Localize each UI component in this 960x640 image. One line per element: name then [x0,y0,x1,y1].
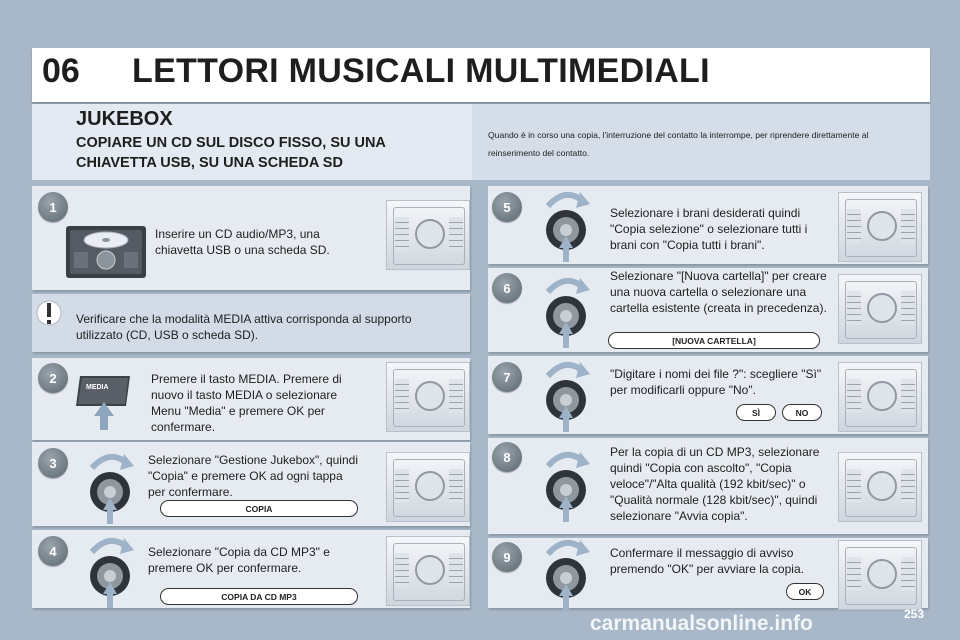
ok-option[interactable]: OK [786,583,824,600]
step-1-text: Inserire un CD audio/MP3, una chiavetta USB o una scheda SD. [155,227,330,257]
step-1-badge: 1 [38,192,68,222]
step-3-text: Selezionare "Gestione Jukebox", quindi "Copia" e premere OK ad ogni tappa per confermare. [148,453,358,499]
warning-icon [36,298,62,328]
radio-thumbnail [838,452,922,522]
dial-icon [540,532,592,612]
nuova-cartella-option[interactable]: [NUOVA CARTELLA] [608,332,820,349]
step-4-text: Selezionare "Copia da CD MP3" e premere OK per confermare. [148,545,330,575]
cd-slot-illustration [66,226,146,278]
step-5-text: Selezionare i brani desiderati quindi "Copia selezione" o selezionare tutti i brani con "Copia tutti i brani". [610,206,808,252]
warning-text: Verificare che la modalità MEDIA attiva corrisponda al supporto utilizzato (CD, USB o scheda SD). [76,312,412,342]
dial-icon [540,444,592,524]
dial-icon [540,270,592,350]
page-title: LETTORI MUSICALI MULTIMEDIALI [132,52,710,90]
dial-icon [540,354,592,434]
step-6-text: Selezionare "[Nuova cartella]" per creare una nuova cartella o selezionare una cartella esistente (creata in precedenza). [610,269,827,315]
copia-option[interactable]: COPIA [160,500,358,517]
radio-thumbnail [838,540,922,610]
step-7-text: "Digitare i nomi dei file ?": scegliere "Sì" per modificarli oppure "No". [610,367,822,397]
step-4-badge: 4 [38,536,68,566]
step-8-text: Per la copia di un CD MP3, selezionare quindi "Copia con ascolto", "Copia veloce"/"Alta qualità (192 kbit/sec)" o "Qualità normale (128 kbit/sec)", quindi selezionare "Avvia copia". [610,445,820,523]
step-3-badge: 3 [38,448,68,478]
dial-icon [84,446,136,526]
step-7-badge: 7 [492,362,522,392]
step-2-text: Premere il tasto MEDIA. Premere di nuovo il tasto MEDIA o selezionare Menu "Media" e premere OK per confermare. [151,372,342,434]
section-subheading: COPIARE UN CD SUL DISCO FISSO, SU UNA CHIAVETTA USB, SU UNA SCHEDA SD [76,135,386,171]
page-number: 253 [904,607,925,621]
step-8-badge: 8 [492,442,522,472]
si-option[interactable]: SÌ [736,404,776,421]
watermark: carmanualsonline.info [590,612,813,635]
radio-thumbnail [838,274,922,344]
radio-thumbnail [386,452,470,522]
step-9-text: Confermare il messaggio di avviso premendo "OK" per avviare la copia. [610,546,804,576]
step-6-badge: 6 [492,273,522,303]
copia-da-cd-mp3-option[interactable]: COPIA DA CD MP3 [160,588,358,605]
chapter-number: 06 [42,52,80,90]
radio-thumbnail [386,536,470,606]
section-heading: JUKEBOX [76,108,173,130]
radio-thumbnail [838,192,922,262]
intro-note: Quando è in corso una copia, l'interruzione del contatto la interrompe, per riprendere direttamente al reinserimento del contatto. [488,130,869,158]
media-button[interactable] [74,372,134,412]
media-button-label: MEDIA [86,384,109,391]
step-5-badge: 5 [492,192,522,222]
dial-icon [84,530,136,610]
radio-thumbnail [838,362,922,432]
radio-thumbnail [386,362,470,432]
step-2-badge: 2 [38,363,68,393]
no-option[interactable]: NO [782,404,822,421]
dial-icon [540,184,592,264]
radio-thumbnail [386,200,470,270]
step-9-badge: 9 [492,542,522,572]
